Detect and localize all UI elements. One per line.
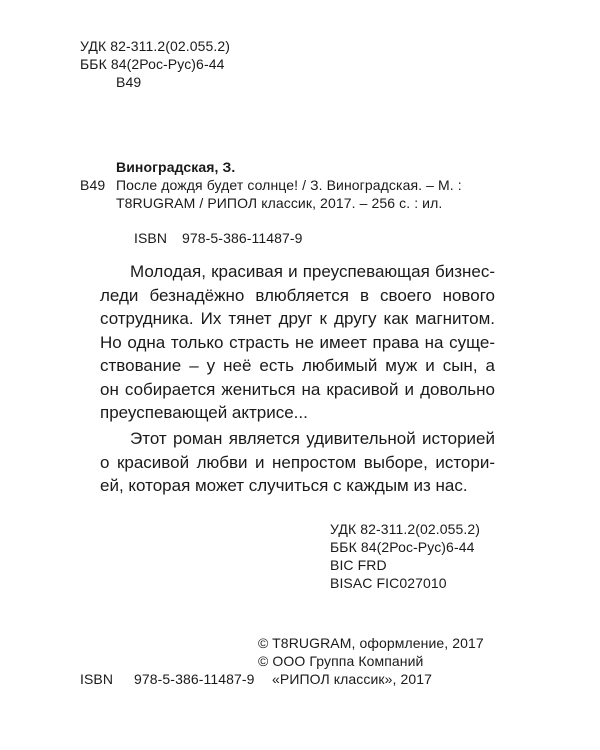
copyright-publisher: «РИПОЛ классик», 2017: [272, 671, 433, 687]
annotation-line: ей, которая может случиться с каждым из нас.: [100, 476, 468, 495]
annotation-line: ствование – у неё есть любимый муж и сын, а: [100, 356, 495, 375]
annotation-line: он собирается жениться на красивой и довольно: [100, 379, 495, 399]
annotation-line: о красивой любви и непростом выборе, истори-: [100, 452, 495, 472]
publisher-line: T8RUGRAM / РИПОЛ классик, 2017. – 256 с. : ил.: [116, 195, 443, 211]
annotation-line: сотрудника. Их тянет друг к другу как магнитом.: [100, 309, 495, 328]
annotation-paragraph-1: [100, 260, 495, 425]
record-author-mark: В49: [80, 177, 106, 193]
bibliographic-description: [116, 176, 462, 212]
top-classification-codes: [80, 37, 230, 91]
isbn-label: ISBN: [80, 671, 114, 687]
isbn-number: 978-5-386-11487-9: [134, 671, 255, 687]
record-isbn-label: ISBN: [134, 230, 168, 246]
annotation-line: Но одна только страсть не имеет права на суще-: [100, 332, 495, 352]
bic-code: BIC FRD: [330, 557, 387, 573]
classification-codes: [330, 520, 480, 592]
bisac-code: BISAC FIC027010: [330, 575, 447, 591]
copyright-design: © T8RUGRAM, оформление, 2017: [258, 635, 484, 651]
bbk-code: ББК 84(2Рос-Рус)6-44: [80, 56, 225, 72]
title-line: После дождя будет солнце! / З. Виноградская. – М. :: [116, 177, 462, 193]
annotation-paragraph-2: [100, 427, 495, 498]
bbk-code: ББК 84(2Рос-Рус)6-44: [330, 539, 475, 555]
annotation-line: леди безнадёжно влюбляется в своего нового: [100, 285, 495, 305]
udk-code: УДК 82-311.2(02.055.2): [330, 521, 481, 537]
author-name: Виноградская, З.: [116, 159, 236, 175]
copyright-block: [258, 634, 484, 670]
annotation-line: Молодая, красивая и преуспевающая бизнес-: [130, 262, 495, 281]
annotation-line: преуспевающей актрисе...: [100, 403, 308, 422]
udk-code: УДК 82-311.2(02.055.2): [80, 38, 231, 54]
author-mark: В49: [116, 74, 142, 90]
record-isbn-number: 978-5-386-11487-9: [182, 230, 303, 246]
copyright-company: © ООО Группа Компаний: [258, 653, 424, 669]
annotation-line: Этот роман является удивительной историей: [130, 429, 495, 448]
